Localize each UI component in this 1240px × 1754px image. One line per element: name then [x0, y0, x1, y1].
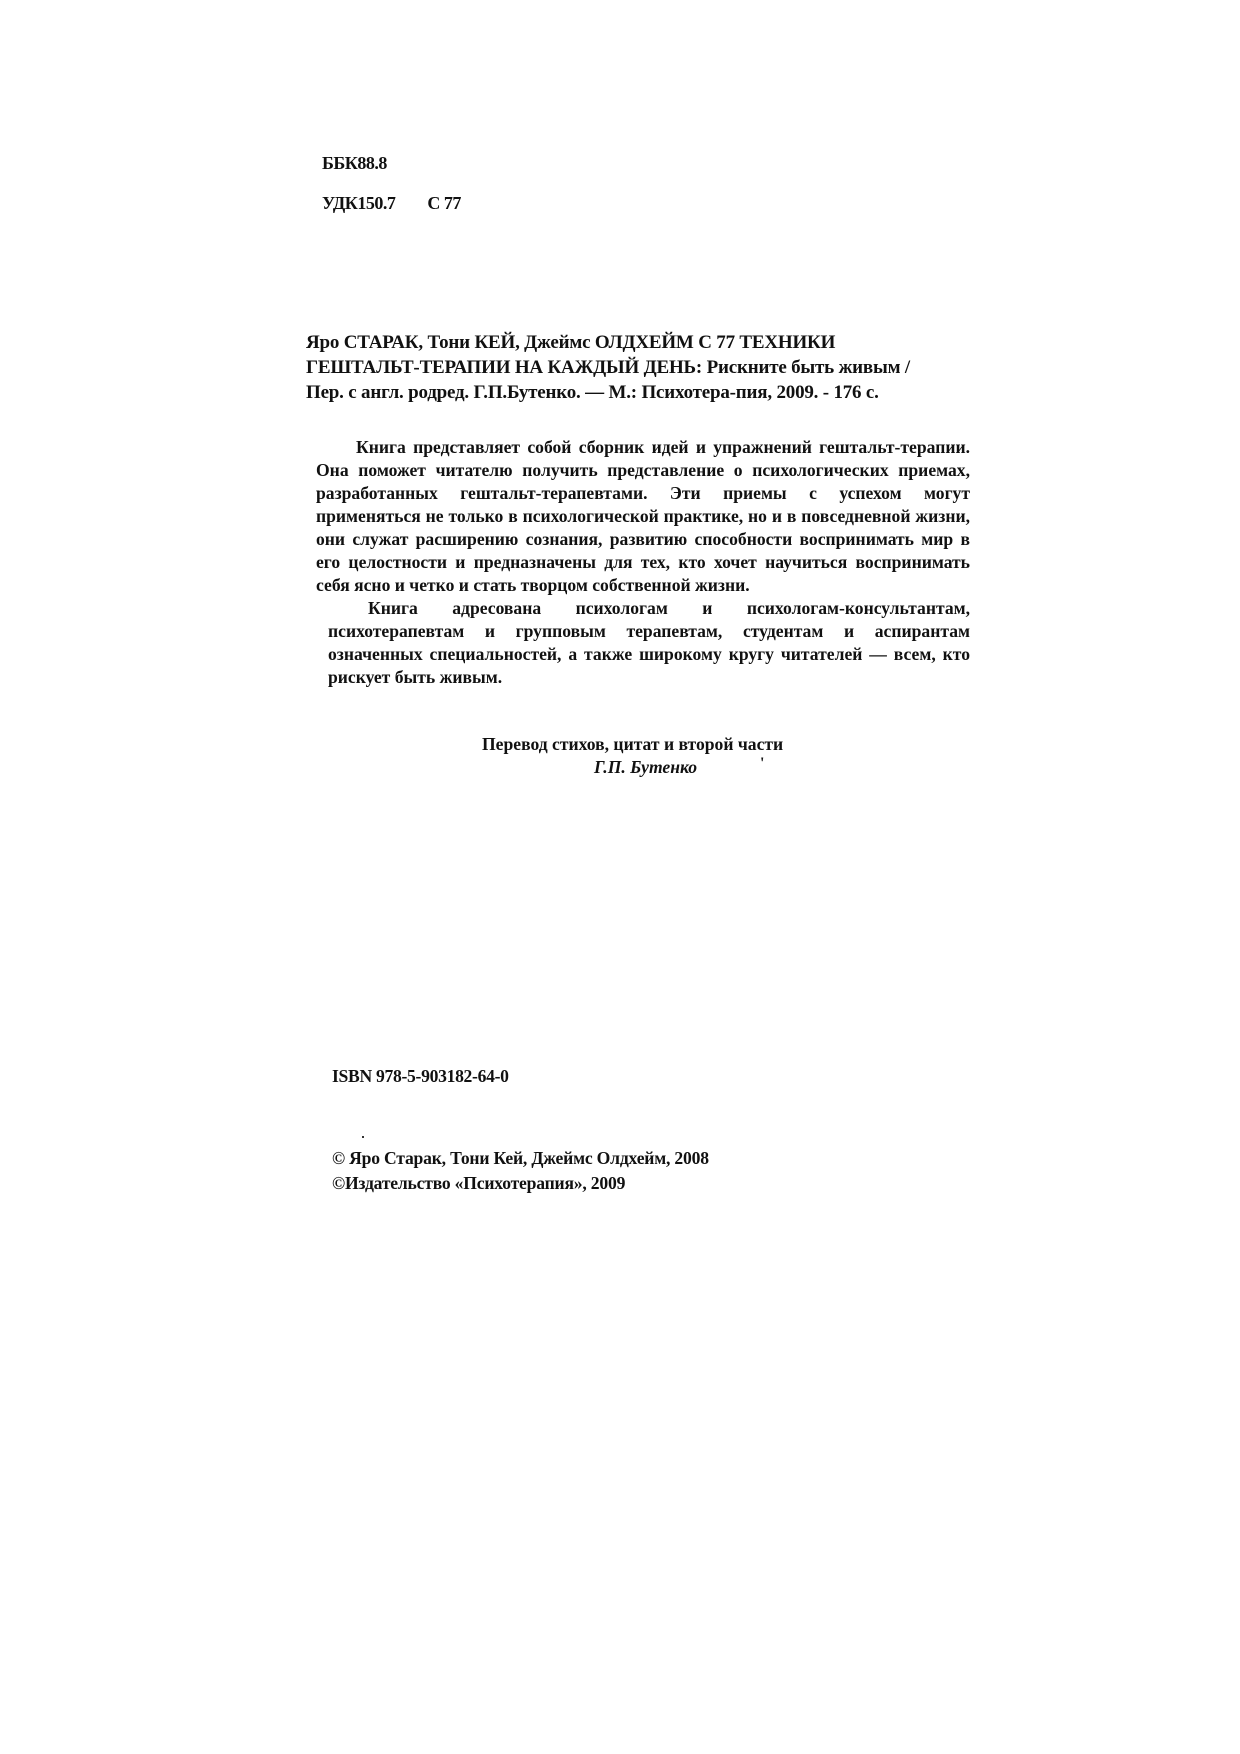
copyright-publisher: ©Издательство «Психотерапия», 2009: [332, 1173, 626, 1193]
annotation-paragraph-1: Книга представляет собой сборник идей и упражнений гештальт-терапии. Она поможет читателю получить представление о психологических приемах, разработанных гештальт-терапевтами. Эти приемы с успехом могут применяться не только в психологической практике, но и в повседневной жизни, они служат расширению сознания, развитию способности воспринимать мир в его целостности и предназначены для тех, кто хочет научиться воспринимать себя ясно и четко и стать творцом собственной жизни.: [316, 437, 970, 595]
copyright-authors: © Яро Старак, Тони Кей, Джеймс Олдхейм, 2008: [332, 1148, 709, 1168]
annotation-paragraph-2: Книга адресована психологам и психологам-консультантам, психотерапевтам и групповым терапевтам, студентам и аспирантам означенных специальностей, а также широкому кругу читателей — всем, кто рискует быть живым.: [328, 598, 970, 687]
bbk-code: ББК88.8: [322, 153, 387, 173]
biblio-line-1: Яро СТАРАК, Тони КЕЙ, Джеймс ОЛДХЕЙМ С 77 ТЕХНИКИ: [306, 332, 836, 353]
author-mark: С 77: [427, 193, 461, 213]
stray-dot: [362, 1136, 364, 1138]
translator-name: Г.П. Бутенко: [594, 757, 698, 777]
biblio-line-3: Пер. с англ. родред. Г.П.Бутенко. — М.: Психотера-пия, 2009. - 176 с.: [306, 382, 879, 403]
stray-mark: ': [760, 755, 765, 772]
book-annotation: [316, 436, 970, 689]
udk-code: УДК150.7: [322, 193, 396, 213]
bibliographic-record: [306, 330, 950, 405]
biblio-line-2: ГЕШТАЛЬТ-ТЕРАПИИ НА КАЖДЫЙ ДЕНЬ: Рискните быть живым /: [306, 357, 910, 378]
translation-credit-label: Перевод стихов, цитат и второй части: [482, 734, 784, 754]
isbn: ISBN 978-5-903182-64-0: [332, 1066, 509, 1086]
udk-row: [322, 193, 461, 214]
